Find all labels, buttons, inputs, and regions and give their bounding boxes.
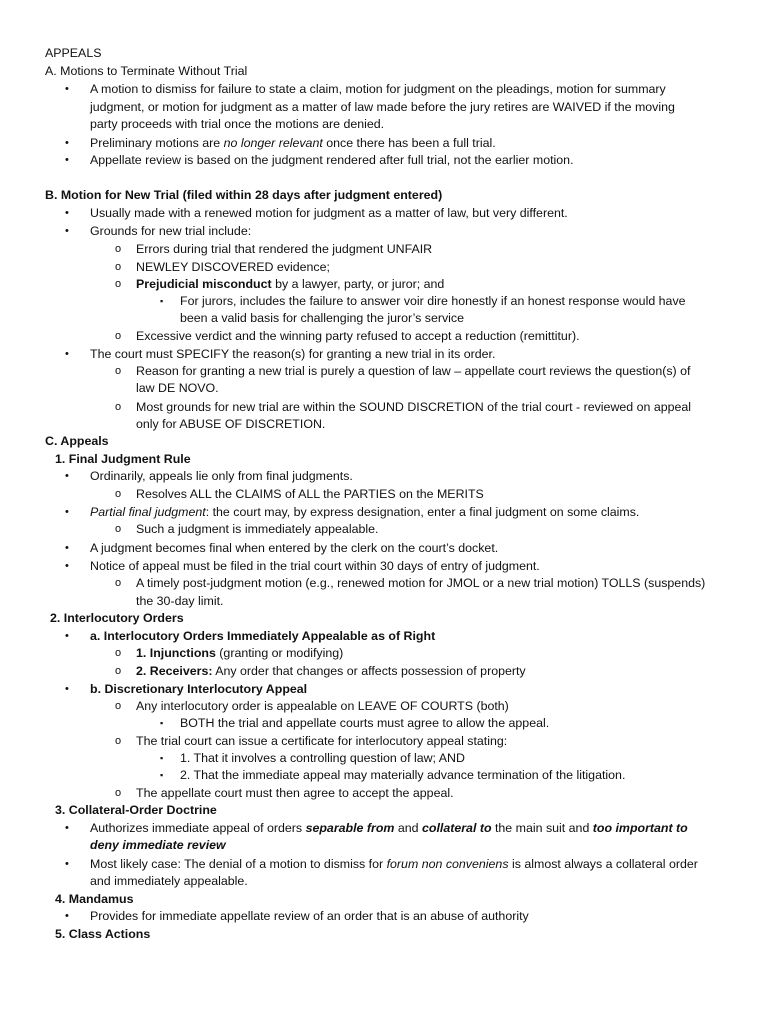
list-item-cont: and immediately appealable.: [90, 874, 248, 888]
bullet-icon: •: [65, 560, 69, 572]
bullet-icon: •: [65, 630, 69, 642]
circle-bullet-icon: o: [115, 523, 122, 535]
list-item: Notice of appeal must be filed in the trial court within 30 days of entry of judgment.: [90, 559, 540, 573]
bullet-icon: •: [65, 683, 69, 695]
list-item: a. Interlocutory Orders Immediately Appealable as of Right: [90, 629, 436, 643]
list-item-cont: law DE NOVO.: [136, 381, 219, 395]
bullet-icon: •: [65, 822, 69, 834]
list-item: A timely post-judgment motion (e.g., renewed motion for JMOL or a new trial motion) TOLLS (suspends): [136, 576, 706, 590]
list-item: 2. Receivers: Any order that changes or affects possession of property: [136, 664, 526, 678]
bullet-icon: •: [65, 225, 69, 237]
circle-bullet-icon: o: [115, 330, 122, 342]
subsection-heading: 4. Mandamus: [55, 892, 134, 906]
list-item: Prejudicial misconduct by a lawyer, party, or juror; and: [136, 277, 445, 291]
circle-bullet-icon: o: [115, 665, 122, 677]
list-item-cont: been a valid basis for challenging the juror’s service: [180, 311, 464, 325]
subsection-heading: 5. Class Actions: [55, 927, 151, 941]
list-item: Reason for granting a new trial is purely a question of law – appellate court reviews the question(s) of: [136, 364, 691, 378]
list-item: Any interlocutory order is appealable on LEAVE OF COURTS (both): [136, 699, 509, 713]
circle-bullet-icon: o: [115, 647, 122, 659]
circle-bullet-icon: o: [115, 278, 122, 290]
list-item: Excessive verdict and the winning party refused to accept a reduction (remittitur).: [136, 329, 580, 343]
list-item-cont: judgment, or motion for judgment as a matter of law made before the jury retires are WAIVED if the moving: [90, 100, 675, 114]
bullet-icon: •: [65, 348, 69, 360]
circle-bullet-icon: o: [115, 735, 122, 747]
list-item: 2. That the immediate appeal may materially advance termination of the litigation.: [180, 768, 626, 782]
list-item: Authorizes immediate appeal of orders separable from and collateral to the main suit and too important to: [90, 821, 688, 835]
list-item: Most likely case: The denial of a motion to dismiss for forum non conveniens is almost always a collateral order: [90, 857, 698, 871]
list-item: Usually made with a renewed motion for judgment as a matter of law, but very different.: [90, 206, 568, 220]
list-item: The trial court can issue a certificate for interlocutory appeal stating:: [136, 734, 508, 748]
list-item-cont: only for ABUSE OF DISCRETION.: [136, 417, 326, 431]
bullet-icon: •: [65, 137, 69, 149]
subsection-heading: 3. Collateral-Order Doctrine: [55, 803, 217, 817]
list-item: Partial final judgment: the court may, by express designation, enter a final judgment on some claims.: [90, 505, 640, 519]
square-bullet-icon: ▪: [160, 753, 164, 763]
list-item: NEWLEY DISCOVERED evidence;: [136, 260, 330, 274]
bullet-icon: •: [65, 910, 69, 922]
list-item: Provides for immediate appellate review of an order that is an abuse of authority: [90, 909, 529, 923]
list-item: A motion to dismiss for failure to state a claim, motion for judgment on the pleadings, motion for summary: [90, 82, 666, 96]
list-item: b. Discretionary Interlocutory Appeal: [90, 682, 308, 696]
bullet-icon: •: [65, 470, 69, 482]
list-item: Preliminary motions are no longer relevant once there has been a full trial.: [90, 136, 496, 150]
circle-bullet-icon: o: [115, 365, 122, 377]
circle-bullet-icon: o: [115, 401, 122, 413]
list-item: Ordinarily, appeals lie only from final judgments.: [90, 469, 353, 483]
bullet-icon: •: [65, 83, 69, 95]
list-item: 1. That it involves a controlling question of law; AND: [180, 751, 465, 765]
list-item: 1. Injunctions (granting or modifying): [136, 646, 344, 660]
bullet-icon: •: [65, 207, 69, 219]
list-item: Most grounds for new trial are within the SOUND DISCRETION of the trial court - reviewed on appeal: [136, 400, 692, 414]
circle-bullet-icon: o: [115, 261, 122, 273]
square-bullet-icon: ▪: [160, 296, 164, 306]
list-item: Errors during trial that rendered the judgment UNFAIR: [136, 242, 433, 256]
document-title: APPEALS: [45, 46, 102, 60]
subsection-heading: 1. Final Judgment Rule: [55, 452, 191, 466]
list-item-cont: the 30-day limit.: [136, 594, 224, 608]
circle-bullet-icon: o: [115, 577, 122, 589]
section-a-heading: A. Motions to Terminate Without Trial: [45, 64, 248, 78]
list-item: For jurors, includes the failure to answer voir dire honestly if an honest response would have: [180, 294, 686, 308]
list-item-cont: party proceeds with trial once the motions are denied.: [90, 117, 385, 131]
circle-bullet-icon: o: [115, 700, 122, 712]
bullet-icon: •: [65, 154, 69, 166]
bullet-icon: •: [65, 858, 69, 870]
list-item: BOTH the trial and appellate courts must agree to allow the appeal.: [180, 716, 550, 730]
square-bullet-icon: ▪: [160, 770, 164, 780]
bullet-icon: •: [65, 542, 69, 554]
list-item: Appellate review is based on the judgment rendered after full trial, not the earlier motion.: [90, 153, 574, 167]
section-c-heading: C. Appeals: [45, 434, 109, 448]
list-item-cont: deny immediate review: [90, 838, 226, 852]
list-item: Such a judgment is immediately appealable.: [136, 522, 379, 536]
list-item: Grounds for new trial include:: [90, 224, 252, 238]
circle-bullet-icon: o: [115, 243, 122, 255]
list-item: The appellate court must then agree to accept the appeal.: [136, 786, 454, 800]
square-bullet-icon: ▪: [160, 718, 164, 728]
bullet-icon: •: [65, 506, 69, 518]
circle-bullet-icon: o: [115, 488, 122, 500]
section-b-heading: B. Motion for New Trial (filed within 28 days after judgment entered): [45, 188, 443, 202]
subsection-heading: 2. Interlocutory Orders: [50, 611, 184, 625]
list-item: A judgment becomes final when entered by the clerk on the court’s docket.: [90, 541, 499, 555]
circle-bullet-icon: o: [115, 787, 122, 799]
list-item: The court must SPECIFY the reason(s) for granting a new trial in its order.: [90, 347, 496, 361]
list-item: Resolves ALL the CLAIMS of ALL the PARTIES on the MERITS: [136, 487, 484, 501]
